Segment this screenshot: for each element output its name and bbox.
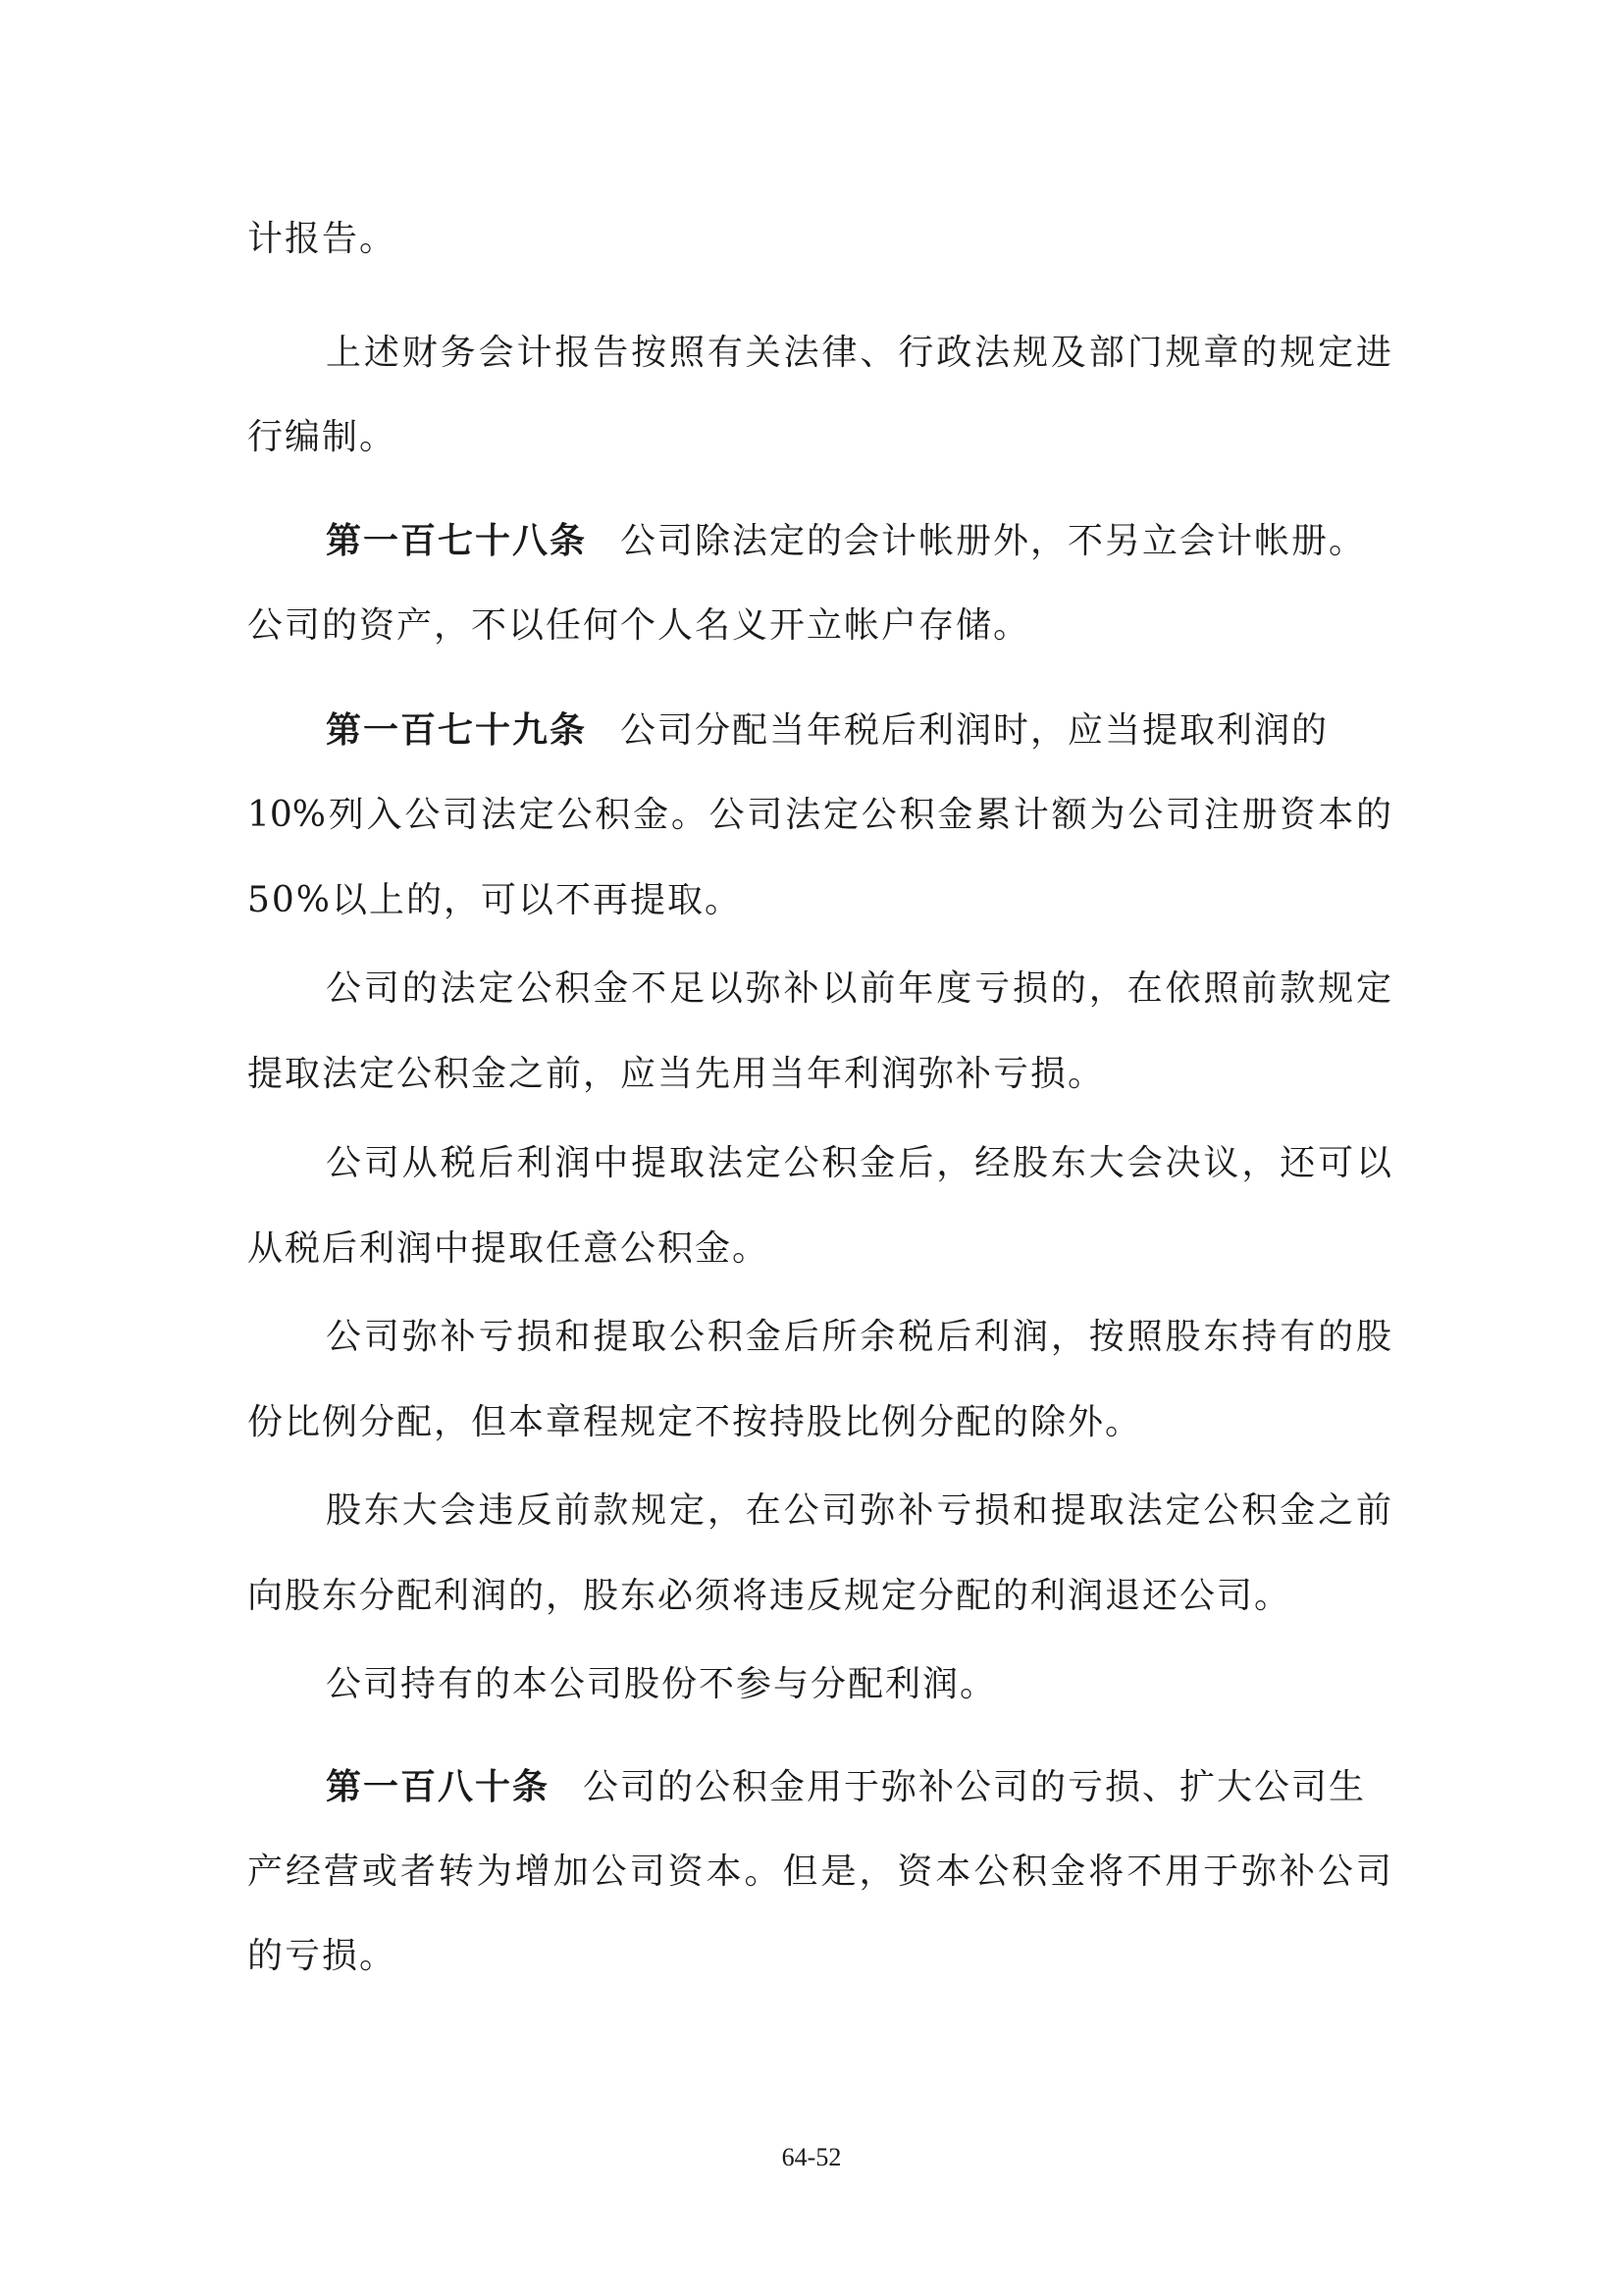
page-number: 64-52: [781, 2143, 842, 2171]
text-line: [247, 1849, 1391, 1896]
text-span: 计报告。: [247, 219, 397, 259]
text-span: 从税后利润中提取任意公积金。: [247, 1228, 770, 1269]
text-line: [247, 1051, 1391, 1098]
text-span: 公司的法定公积金不足以弥补以前年度亏损的，在依照前款规定: [326, 968, 1391, 1009]
text-line: [247, 216, 1391, 263]
article-179-line: [326, 706, 1391, 754]
text-span: 份比例分配，但本章程规定不按持股比例分配的除外。: [247, 1402, 1143, 1442]
article-heading: 第一百七十九条: [326, 709, 588, 751]
text-span: 公司分配当年税后利润时，应当提取利润的: [620, 710, 1330, 751]
text-line: [247, 1399, 1391, 1446]
text-span: 上述财务会计报告按照有关法律、行政法规及部门规章的规定进: [326, 333, 1391, 373]
text-span: 提取法定公积金之前，应当先用当年利润弥补亏损。: [247, 1054, 1106, 1094]
text-span: 公司的资产，不以任何个人名义开立帐户存储。: [247, 605, 1031, 646]
text-span: 产经营或者转为增加公司资本。但是，资本公积金将不用于弥补公司: [247, 1852, 1391, 1892]
text-line: [247, 414, 1391, 461]
text-line: [326, 1661, 1391, 1708]
text-line: [247, 1226, 1391, 1273]
text-line: [247, 792, 1391, 839]
text-line: [326, 1487, 1391, 1535]
text-span: 股东大会违反前款规定，在公司弥补亏损和提取法定公积金之前: [326, 1490, 1391, 1531]
text-span: 公司弥补亏损和提取公积金后所余税后利润，按照股东持有的股: [326, 1317, 1391, 1357]
article-heading: 第一百八十条: [326, 1766, 550, 1807]
text-line: [247, 602, 1391, 650]
text-line: [326, 1314, 1391, 1361]
text-span: 公司从税后利润中提取法定公积金后，经股东大会决议，还可以: [326, 1143, 1391, 1183]
text-span: 的亏损。: [247, 1936, 397, 1976]
article-heading: 第一百七十八条: [326, 520, 588, 561]
text-span: 公司持有的本公司股份不参与分配利润。: [326, 1664, 998, 1704]
text-span: 行编制。: [247, 417, 397, 457]
text-line: [247, 1573, 1391, 1620]
text-line: [326, 330, 1391, 377]
text-span: 10%列入公司法定公积金。公司法定公积金累计额为公司注册资本的: [247, 795, 1391, 835]
text-line: [326, 965, 1391, 1013]
text-span: 公司的公积金用于弥补公司的亏损、扩大公司生: [583, 1767, 1367, 1807]
text-span: 向股东分配利润的，股东必须将违反规定分配的利润退还公司。: [247, 1576, 1292, 1616]
text-line: [247, 877, 1391, 924]
text-span: 公司除法定的会计帐册外，不另立会计帐册。: [620, 521, 1367, 561]
text-line: [247, 1933, 1391, 1980]
text-span: 50%以上的，可以不再提取。: [247, 880, 743, 920]
article-180-line: [326, 1763, 1391, 1810]
text-line: [326, 1140, 1391, 1187]
article-178-line: [326, 517, 1391, 564]
